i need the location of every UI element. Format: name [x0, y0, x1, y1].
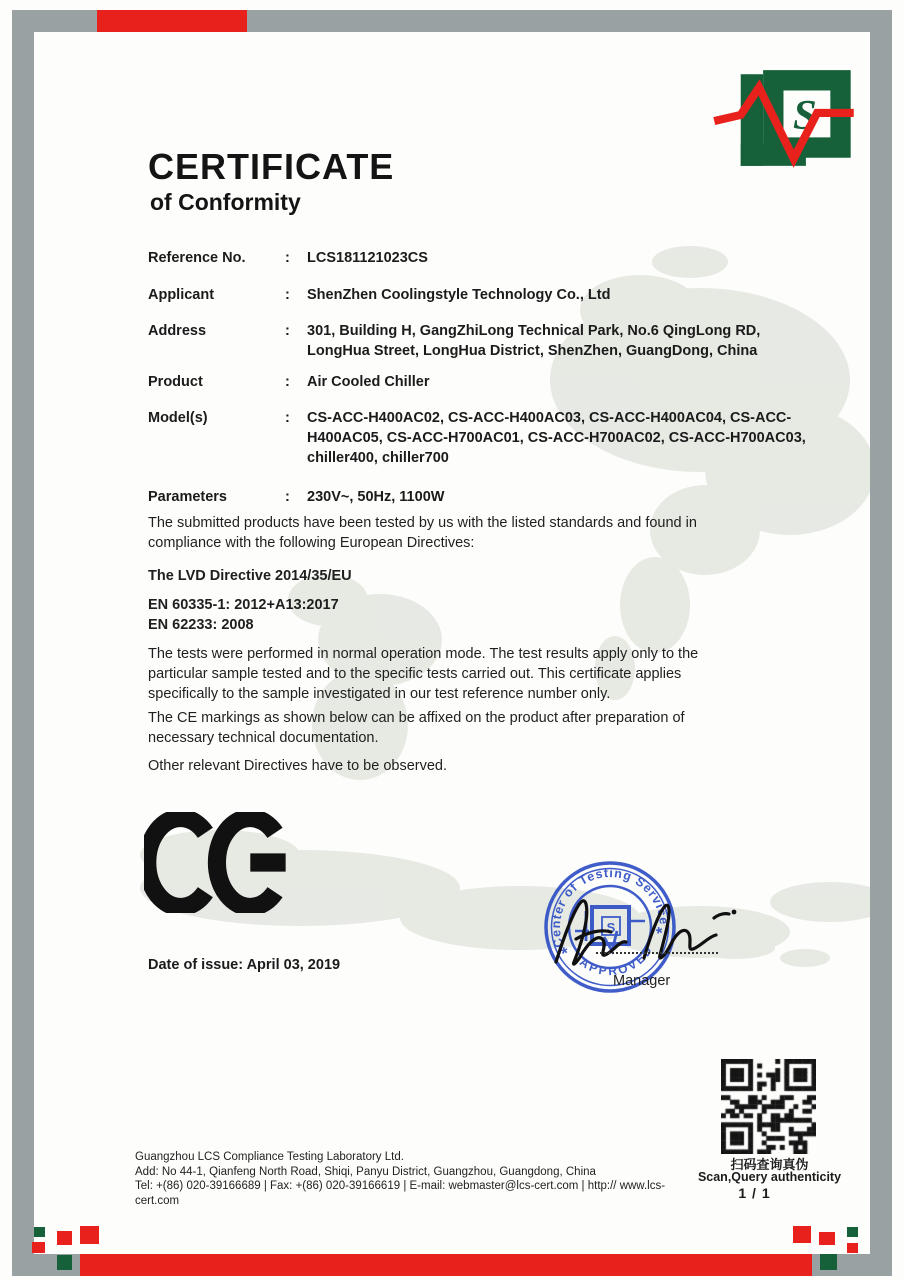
field-row-reference	[148, 248, 812, 268]
footer-company: Guangzhou LCS Compliance Testing Laboratory Ltd.	[135, 1151, 404, 1163]
standard-line: EN 60335-1: 2012+A13:2017	[148, 597, 339, 613]
certificate-title: CERTIFICATE	[148, 146, 395, 187]
other-directives-paragraph: Other relevant Directives have to be observed.	[148, 758, 448, 774]
stamp-ring-text: Center of Testing Service	[548, 865, 672, 950]
field-colon: :	[285, 323, 290, 339]
field-colon: :	[285, 287, 290, 303]
field-colon: :	[285, 489, 290, 505]
ce-markings-paragraph: The CE markings as shown below can be affixed on the product after preparation of necessary technical documentation.	[148, 710, 685, 746]
field-value: CS-ACC-H400AC02, CS-ACC-H400AC03, CS-ACC-H400AC04, CS-ACC-H400AC05, CS-ACC-H700AC01, CS-ACC-H700AC02, CS-ACC-H700AC03, chiller400, chiller700	[307, 410, 806, 466]
footer-block	[135, 1150, 695, 1208]
field-label: Applicant	[148, 287, 215, 303]
stamp-center-letter: S	[606, 920, 616, 935]
tests-paragraph: The tests were performed in normal operation mode. The test results apply only to the particular sample tested and to the specific tests carried out. This certificate applies specifically to the sample investigated in our test reference number only.	[148, 646, 699, 702]
certificate-subtitle: of Conformity	[150, 189, 301, 215]
stamp-approved-text: APPROVED	[577, 942, 657, 979]
page-number: 1 / 1	[738, 1185, 771, 1201]
stamp-asterisk: *	[559, 943, 571, 964]
field-row-applicant	[148, 285, 812, 305]
qr-caption-zh: 扫码查询真伪	[730, 1157, 809, 1172]
intro-paragraph: The submitted products have been tested by us with the listed standards and found in compliance with the following European Directives:	[148, 515, 697, 551]
field-colon: :	[285, 410, 290, 426]
footer-contact: Tel: +(86) 020-39166689 | Fax: +(86) 020-39166619 | E-mail: webmaster@lcs-cert.com | http:// www.lcs-cert.com	[135, 1180, 666, 1207]
date-of-issue: Date of issue: April 03, 2019	[148, 957, 341, 973]
field-label: Parameters	[148, 489, 227, 505]
ce-mark	[144, 812, 296, 913]
signer-title: Manager	[613, 973, 671, 989]
field-colon: :	[285, 250, 290, 266]
qr-code	[721, 1059, 816, 1154]
field-value: Air Cooled Chiller	[307, 374, 430, 390]
field-value: 301, Building H, GangZhiLong Technical Park, No.6 QingLong RD, LongHua Street, LongHua District, ShenZhen, GuangDong, China	[307, 323, 761, 359]
signature-line	[596, 952, 718, 954]
field-row-product	[148, 372, 812, 392]
lcs-logo	[710, 62, 858, 174]
field-colon: :	[285, 374, 290, 390]
field-label: Address	[148, 323, 207, 339]
field-value: ShenZhen Coolingstyle Technology Co., Ltd	[307, 287, 611, 303]
field-row-address	[148, 321, 812, 361]
standard-line: EN 62233: 2008	[148, 617, 254, 633]
qr-caption-en: Scan,Query authenticity	[697, 1170, 842, 1184]
directive-line: The LVD Directive 2014/35/EU	[148, 568, 352, 584]
field-label: Model(s)	[148, 410, 208, 426]
logo-letter: S	[792, 92, 817, 140]
field-label: Reference No.	[148, 250, 246, 266]
stamp-asterisk: *	[654, 923, 665, 944]
field-value: 230V~, 50Hz, 1100W	[307, 489, 445, 505]
signature	[548, 882, 738, 982]
field-row-parameters	[148, 487, 812, 507]
field-value: LCS181121023CS	[307, 250, 428, 266]
footer-address: Add: No 44-1, Qianfeng North Road, Shiqi, Panyu District, Guangzhou, Guangdong, China	[135, 1165, 596, 1178]
field-row-models	[148, 408, 812, 468]
field-label: Product	[148, 374, 203, 390]
